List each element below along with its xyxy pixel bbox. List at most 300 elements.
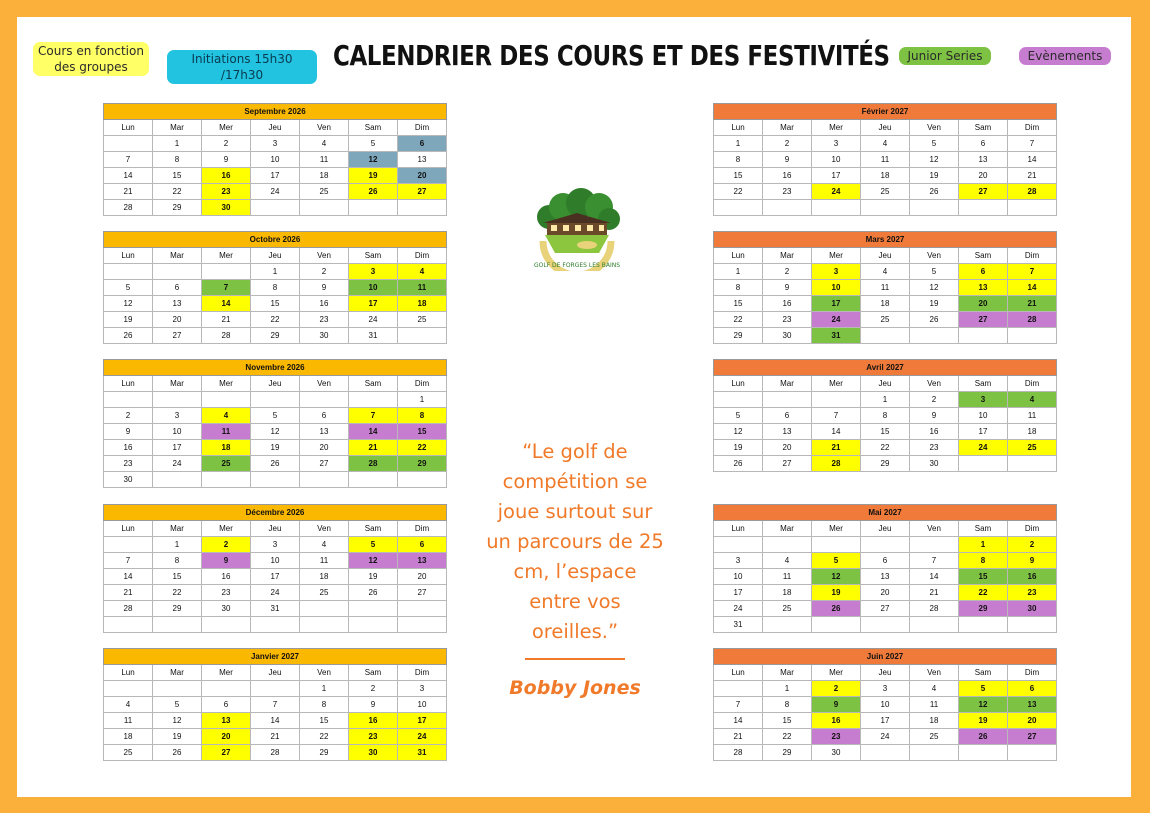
weekday-label: Ven	[300, 120, 349, 136]
day-cell: 6	[861, 553, 910, 569]
day-cell: 17	[251, 569, 300, 585]
week-row	[104, 745, 447, 761]
day-cell: 6	[202, 697, 251, 713]
legend-groups: Cours en fonction des groupes	[33, 42, 149, 76]
weekday-label: Mar	[153, 376, 202, 392]
day-cell: 22	[861, 440, 910, 456]
day-cell: 8	[153, 553, 202, 569]
day-cell: 25	[1008, 440, 1057, 456]
day-cell	[763, 392, 812, 408]
day-cell: 9	[300, 280, 349, 296]
day-cell	[398, 472, 447, 488]
day-cell: 29	[959, 601, 1008, 617]
day-cell: 1	[861, 392, 910, 408]
weekday-label: Lun	[714, 120, 763, 136]
day-cell: 21	[812, 440, 861, 456]
day-cell: 6	[763, 408, 812, 424]
day-cell: 5	[251, 408, 300, 424]
day-cell: 16	[202, 168, 251, 184]
month-title: Janvier 2027	[104, 649, 447, 665]
day-cell: 17	[349, 296, 398, 312]
day-cell: 18	[910, 713, 959, 729]
week-row	[714, 729, 1057, 745]
weekday-label: Mer	[812, 248, 861, 264]
weekday-label: Dim	[1008, 665, 1057, 681]
weekday-label: Mar	[153, 120, 202, 136]
day-cell: 9	[763, 152, 812, 168]
day-cell: 23	[910, 440, 959, 456]
week-row	[714, 184, 1057, 200]
weekday-label: Lun	[104, 521, 153, 537]
weekday-label: Ven	[910, 248, 959, 264]
weekday-label: Lun	[104, 665, 153, 681]
weekday-label: Jeu	[861, 120, 910, 136]
day-cell	[300, 200, 349, 216]
month-title: Novembre 2026	[104, 360, 447, 376]
day-cell	[251, 472, 300, 488]
weekday-label: Dim	[398, 521, 447, 537]
day-cell: 17	[398, 713, 447, 729]
day-cell: 13	[153, 296, 202, 312]
day-cell: 5	[349, 136, 398, 152]
day-cell	[959, 200, 1008, 216]
day-cell: 27	[959, 184, 1008, 200]
day-cell	[763, 200, 812, 216]
day-cell: 22	[398, 440, 447, 456]
day-cell: 4	[398, 264, 447, 280]
day-cell: 21	[104, 585, 153, 601]
day-cell: 11	[104, 713, 153, 729]
day-cell: 26	[812, 601, 861, 617]
day-cell: 7	[104, 152, 153, 168]
weekday-label: Mar	[153, 521, 202, 537]
day-cell: 16	[910, 424, 959, 440]
day-cell: 13	[959, 280, 1008, 296]
day-cell: 26	[910, 312, 959, 328]
day-cell	[812, 392, 861, 408]
day-cell: 17	[714, 585, 763, 601]
day-cell: 3	[959, 392, 1008, 408]
day-cell: 7	[1008, 264, 1057, 280]
day-cell: 6	[959, 264, 1008, 280]
weekday-label: Dim	[1008, 120, 1057, 136]
day-cell: 2	[202, 136, 251, 152]
week-row	[104, 312, 447, 328]
day-cell	[202, 472, 251, 488]
weekday-label: Mar	[763, 376, 812, 392]
day-cell: 2	[910, 392, 959, 408]
day-cell: 9	[812, 697, 861, 713]
week-row	[714, 152, 1057, 168]
day-cell: 15	[251, 296, 300, 312]
day-cell: 24	[251, 585, 300, 601]
day-cell: 16	[300, 296, 349, 312]
weekday-label: Mer	[202, 248, 251, 264]
day-cell: 4	[910, 681, 959, 697]
week-row	[714, 569, 1057, 585]
weekday-label: Dim	[1008, 248, 1057, 264]
day-cell: 3	[812, 264, 861, 280]
weekday-label: Sam	[959, 376, 1008, 392]
day-cell	[202, 264, 251, 280]
week-row	[104, 713, 447, 729]
day-cell	[910, 745, 959, 761]
day-cell: 15	[398, 424, 447, 440]
day-cell: 7	[104, 553, 153, 569]
legend-events: Evènements	[1019, 47, 1111, 65]
day-cell: 24	[861, 729, 910, 745]
day-cell: 22	[714, 184, 763, 200]
day-cell: 20	[398, 569, 447, 585]
month-calendar	[713, 231, 1057, 344]
day-cell: 9	[202, 152, 251, 168]
week-row	[714, 200, 1057, 216]
day-cell	[104, 681, 153, 697]
day-cell: 20	[959, 168, 1008, 184]
day-cell: 15	[153, 569, 202, 585]
day-cell: 5	[714, 408, 763, 424]
day-cell: 20	[763, 440, 812, 456]
day-cell: 19	[153, 729, 202, 745]
day-cell: 14	[714, 713, 763, 729]
weekday-label: Sam	[349, 521, 398, 537]
day-cell: 17	[251, 168, 300, 184]
day-cell: 26	[104, 328, 153, 344]
weekday-label: Ven	[910, 521, 959, 537]
day-cell: 22	[153, 585, 202, 601]
day-cell	[714, 681, 763, 697]
day-cell: 19	[910, 168, 959, 184]
weekday-label: Lun	[104, 376, 153, 392]
week-row	[104, 408, 447, 424]
day-cell: 9	[202, 553, 251, 569]
day-cell: 29	[251, 328, 300, 344]
day-cell	[202, 617, 251, 633]
day-cell: 22	[763, 729, 812, 745]
weekday-label: Sam	[959, 120, 1008, 136]
day-cell: 15	[300, 713, 349, 729]
day-cell: 9	[104, 424, 153, 440]
calendar-page	[17, 17, 1131, 797]
day-cell: 18	[763, 585, 812, 601]
day-cell: 24	[959, 440, 1008, 456]
week-row	[104, 136, 447, 152]
day-cell: 29	[398, 456, 447, 472]
month-calendar	[103, 231, 447, 344]
day-cell: 1	[763, 681, 812, 697]
day-cell	[398, 601, 447, 617]
day-cell: 27	[300, 456, 349, 472]
day-cell: 27	[202, 745, 251, 761]
day-cell: 19	[910, 296, 959, 312]
weekday-label: Mar	[763, 248, 812, 264]
day-cell: 1	[153, 537, 202, 553]
day-cell: 23	[812, 729, 861, 745]
day-cell: 3	[153, 408, 202, 424]
day-cell	[104, 617, 153, 633]
day-cell: 22	[714, 312, 763, 328]
day-cell	[153, 392, 202, 408]
day-cell: 25	[202, 456, 251, 472]
week-row	[104, 537, 447, 553]
day-cell: 5	[349, 537, 398, 553]
day-cell: 12	[714, 424, 763, 440]
day-cell: 4	[202, 408, 251, 424]
day-cell	[812, 537, 861, 553]
week-row	[104, 553, 447, 569]
weekday-label: Lun	[714, 521, 763, 537]
legend-initiations: Initiations 15h30 /17h30	[167, 50, 317, 84]
day-cell: 22	[959, 585, 1008, 601]
day-cell: 26	[959, 729, 1008, 745]
day-cell: 19	[349, 168, 398, 184]
weekday-label: Mar	[763, 521, 812, 537]
day-cell: 8	[861, 408, 910, 424]
day-cell: 31	[812, 328, 861, 344]
week-row	[104, 264, 447, 280]
day-cell	[398, 328, 447, 344]
weekday-label: Mer	[202, 521, 251, 537]
day-cell: 6	[959, 136, 1008, 152]
day-cell	[153, 264, 202, 280]
day-cell: 21	[910, 585, 959, 601]
week-row	[104, 200, 447, 216]
weekday-label: Mer	[812, 376, 861, 392]
day-cell: 19	[349, 569, 398, 585]
day-cell: 10	[398, 697, 447, 713]
day-cell: 19	[714, 440, 763, 456]
day-cell	[763, 617, 812, 633]
day-cell: 16	[104, 440, 153, 456]
day-cell: 5	[910, 264, 959, 280]
month-title: Avril 2027	[714, 360, 1057, 376]
day-cell	[202, 681, 251, 697]
day-cell	[1008, 200, 1057, 216]
day-cell: 7	[202, 280, 251, 296]
day-cell: 10	[812, 280, 861, 296]
day-cell: 16	[349, 713, 398, 729]
day-cell: 22	[153, 184, 202, 200]
day-cell: 30	[202, 601, 251, 617]
day-cell	[861, 745, 910, 761]
weekday-label: Sam	[959, 248, 1008, 264]
weekday-label: Ven	[300, 376, 349, 392]
day-cell: 30	[812, 745, 861, 761]
day-cell: 12	[910, 280, 959, 296]
page-title: CALENDRIER DES COURS ET DES FESTIVITÉS	[333, 39, 890, 72]
week-row	[714, 168, 1057, 184]
day-cell: 10	[861, 697, 910, 713]
day-cell	[910, 537, 959, 553]
day-cell	[1008, 328, 1057, 344]
day-cell: 6	[300, 408, 349, 424]
day-cell: 5	[812, 553, 861, 569]
day-cell: 27	[959, 312, 1008, 328]
day-cell: 18	[398, 296, 447, 312]
day-cell: 2	[1008, 537, 1057, 553]
day-cell: 21	[1008, 296, 1057, 312]
day-cell: 26	[153, 745, 202, 761]
month-title: Mars 2027	[714, 232, 1057, 248]
day-cell: 15	[153, 168, 202, 184]
golf-quote: “Le golf de compétition se joue surtout sur un parcours de 25 cm, l’espace entre vos oreilles.”	[486, 440, 664, 643]
day-cell: 28	[202, 328, 251, 344]
day-cell: 17	[959, 424, 1008, 440]
weekday-label: Ven	[910, 376, 959, 392]
day-cell: 23	[1008, 585, 1057, 601]
day-cell: 3	[714, 553, 763, 569]
day-cell: 28	[1008, 312, 1057, 328]
weekday-label: Mer	[812, 665, 861, 681]
day-cell: 11	[202, 424, 251, 440]
day-cell: 10	[349, 280, 398, 296]
day-cell: 14	[1008, 280, 1057, 296]
day-cell	[104, 537, 153, 553]
day-cell: 24	[714, 601, 763, 617]
day-cell: 24	[251, 184, 300, 200]
day-cell: 5	[153, 697, 202, 713]
day-cell: 22	[251, 312, 300, 328]
day-cell: 27	[153, 328, 202, 344]
day-cell: 13	[861, 569, 910, 585]
day-cell: 30	[300, 328, 349, 344]
day-cell	[959, 328, 1008, 344]
day-cell: 6	[1008, 681, 1057, 697]
day-cell: 22	[300, 729, 349, 745]
day-cell: 21	[349, 440, 398, 456]
day-cell	[812, 617, 861, 633]
day-cell: 2	[104, 408, 153, 424]
week-row	[104, 617, 447, 633]
day-cell	[861, 537, 910, 553]
week-row	[104, 472, 447, 488]
day-cell: 28	[910, 601, 959, 617]
day-cell: 8	[251, 280, 300, 296]
weekday-label: Lun	[104, 248, 153, 264]
day-cell: 6	[153, 280, 202, 296]
weekday-label: Lun	[714, 665, 763, 681]
day-cell: 30	[910, 456, 959, 472]
day-cell: 28	[251, 745, 300, 761]
weekday-label: Ven	[300, 248, 349, 264]
day-cell: 10	[812, 152, 861, 168]
day-cell: 7	[910, 553, 959, 569]
day-cell	[910, 328, 959, 344]
day-cell: 9	[910, 408, 959, 424]
day-cell	[1008, 745, 1057, 761]
weekday-label: Lun	[714, 248, 763, 264]
week-row	[104, 184, 447, 200]
day-cell: 10	[153, 424, 202, 440]
day-cell: 15	[714, 168, 763, 184]
day-cell: 16	[202, 569, 251, 585]
day-cell: 29	[763, 745, 812, 761]
day-cell: 29	[153, 601, 202, 617]
day-cell: 31	[714, 617, 763, 633]
quote-divider	[525, 658, 625, 660]
week-row	[104, 440, 447, 456]
day-cell: 17	[812, 168, 861, 184]
day-cell: 16	[763, 296, 812, 312]
day-cell: 2	[763, 136, 812, 152]
day-cell: 12	[104, 296, 153, 312]
day-cell	[398, 200, 447, 216]
day-cell: 20	[300, 440, 349, 456]
day-cell: 1	[251, 264, 300, 280]
week-row	[104, 681, 447, 697]
day-cell: 3	[398, 681, 447, 697]
day-cell: 4	[861, 264, 910, 280]
day-cell	[349, 617, 398, 633]
day-cell	[300, 392, 349, 408]
weekday-label: Dim	[398, 665, 447, 681]
day-cell	[861, 617, 910, 633]
week-row	[714, 440, 1057, 456]
weekday-label: Jeu	[251, 665, 300, 681]
day-cell	[714, 392, 763, 408]
legend-junior-series: Junior Series	[899, 47, 991, 65]
day-cell: 28	[104, 601, 153, 617]
day-cell: 29	[861, 456, 910, 472]
week-row	[104, 585, 447, 601]
day-cell: 27	[1008, 729, 1057, 745]
day-cell	[1008, 617, 1057, 633]
day-cell: 30	[349, 745, 398, 761]
weekday-label: Mar	[153, 665, 202, 681]
weekday-label: Sam	[959, 521, 1008, 537]
day-cell: 2	[349, 681, 398, 697]
weekday-label: Jeu	[251, 521, 300, 537]
day-cell: 19	[959, 713, 1008, 729]
day-cell: 11	[861, 280, 910, 296]
day-cell: 7	[349, 408, 398, 424]
day-cell	[714, 537, 763, 553]
weekday-label: Dim	[398, 376, 447, 392]
day-cell: 26	[910, 184, 959, 200]
day-cell: 8	[959, 553, 1008, 569]
day-cell: 24	[398, 729, 447, 745]
day-cell: 10	[251, 553, 300, 569]
day-cell: 25	[861, 184, 910, 200]
week-row	[714, 312, 1057, 328]
day-cell: 1	[398, 392, 447, 408]
day-cell: 31	[251, 601, 300, 617]
day-cell	[349, 200, 398, 216]
day-cell: 12	[251, 424, 300, 440]
day-cell: 13	[398, 553, 447, 569]
day-cell: 20	[861, 585, 910, 601]
day-cell: 14	[104, 569, 153, 585]
day-cell: 23	[202, 184, 251, 200]
week-row	[104, 456, 447, 472]
weekday-label: Ven	[300, 665, 349, 681]
day-cell: 5	[959, 681, 1008, 697]
day-cell: 27	[398, 184, 447, 200]
day-cell: 28	[349, 456, 398, 472]
day-cell: 12	[910, 152, 959, 168]
day-cell: 26	[349, 585, 398, 601]
day-cell: 24	[812, 184, 861, 200]
day-cell	[1008, 456, 1057, 472]
day-cell: 14	[1008, 152, 1057, 168]
day-cell: 8	[398, 408, 447, 424]
week-row	[714, 537, 1057, 553]
day-cell: 17	[812, 296, 861, 312]
week-row	[104, 697, 447, 713]
day-cell: 5	[910, 136, 959, 152]
day-cell: 2	[763, 264, 812, 280]
day-cell: 9	[349, 697, 398, 713]
